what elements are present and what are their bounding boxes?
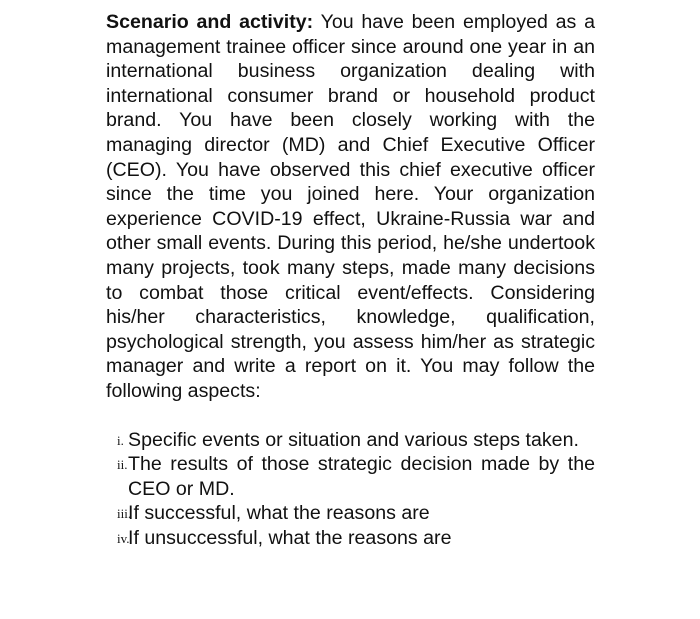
list-marker: iii. (117, 506, 132, 522)
scenario-heading: Scenario and activity: (106, 11, 314, 33)
scenario-body: You have been employed as a management trainee officer since around one year in an international business organization dealing with international consumer brand or household product brand. You have been closely working with the managing director (MD) and Chief Executive Officer (CEO). You have observed this chief executive officer since the time you joined here. Your organization experience COVID-19 effect, Ukraine-Russia war and other small events. During this period, he/she undertook many projects, took many steps, made many decisions to combat those critical event/effects. Considering his/her characteristics, knowledge, qualification, psychological strength, you assess him/her as strategic manager and write a report on it. You may follow the following aspects: (106, 11, 595, 402)
list-item (106, 452, 595, 501)
list-item (106, 526, 595, 551)
list-item (106, 501, 595, 526)
list-marker: ii. (117, 457, 128, 473)
list-marker: iv. (117, 530, 130, 546)
scenario-paragraph (106, 10, 595, 404)
list-item-text: The results of those strategic decision made by the CEO or MD. (128, 453, 595, 500)
document-page (106, 10, 595, 550)
aspects-list (106, 428, 595, 551)
list-item-text: Specific events or situation and various steps taken. (128, 428, 579, 451)
list-item (106, 428, 595, 453)
list-item-text: If successful, what the reasons are (128, 502, 430, 525)
list-item-text: If unsuccessful, what the reasons are (128, 526, 452, 549)
list-marker: i. (117, 432, 124, 448)
